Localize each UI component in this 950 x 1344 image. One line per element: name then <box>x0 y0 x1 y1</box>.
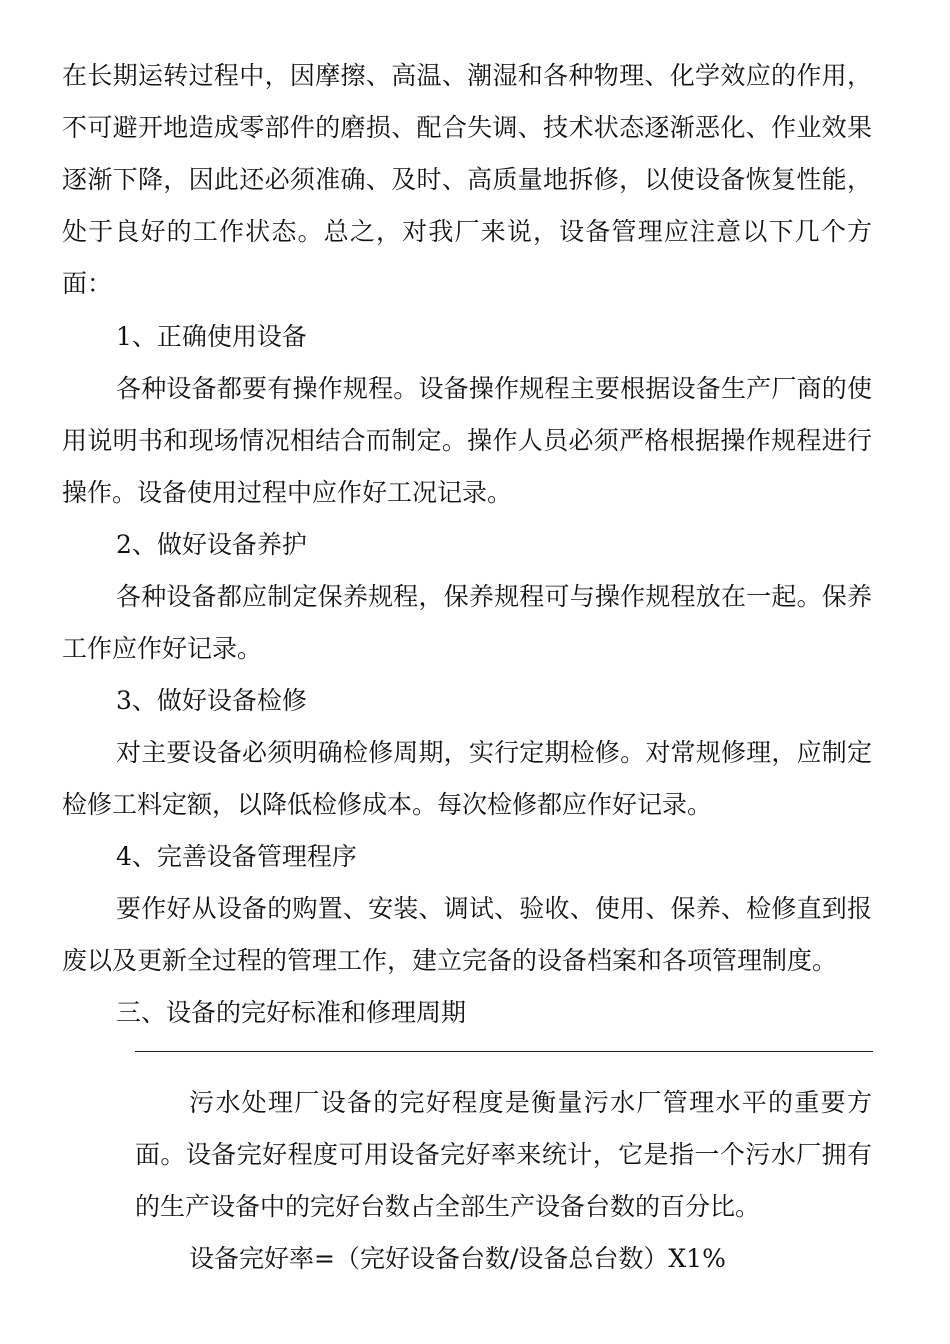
formula: 设备完好率=（完好设备台数/设备总台数）X1% <box>189 1244 726 1273</box>
heading-1: 1、正确使用设备 <box>116 322 307 351</box>
section-3-heading: 三、设备的完好标准和修理周期 <box>116 998 467 1027</box>
paragraph-2: 各种设备都应制定保养规程，保养规程可与操作规程放在一起。保养工作应作好记录。 <box>62 582 872 663</box>
heading-3: 3、做好设备检修 <box>116 686 307 715</box>
paragraph-3: 对主要设备必须明确检修周期，实行定期检修。对常规修理，应制定检修工料定额，以降低检修成本。每次检修都应作好记录。 <box>62 738 872 819</box>
intro-paragraph: 在长期运转过程中，因摩擦、高温、潮湿和各种物理、化学效应的作用，不可避开地造成零部件的磨损、配合失调、技术状态逐渐恶化、作业效果逐渐下降，因此还必须准确、及时、高质量地拆修，以使设备恢复性能，处于良好的工作状态。总之，对我厂来说，设备管理应注意以下几个方面： <box>62 61 872 298</box>
heading-4: 4、完善设备管理程序 <box>116 842 357 871</box>
horizontal-rule <box>135 1051 873 1052</box>
paragraph-1: 各种设备都要有操作规程。设备操作规程主要根据设备生产厂商的使用说明书和现场情况相结合而制定。操作人员必须严格根据操作规程进行操作。设备使用过程中应作好工况记录。 <box>62 374 872 507</box>
paragraph-4: 要作好从设备的购置、安装、调试、验收、使用、保养、检修直到报废以及更新全过程的管理工作，建立完备的设备档案和各项管理制度。 <box>62 894 872 975</box>
section-3-paragraph: 污水处理厂设备的完好程度是衡量污水厂管理水平的重要方面。设备完好程度可用设备完好率来统计，它是指一个污水厂拥有的生产设备中的完好台数占全部生产设备台数的百分比。 <box>135 1088 872 1221</box>
heading-2: 2、做好设备养护 <box>116 530 307 559</box>
